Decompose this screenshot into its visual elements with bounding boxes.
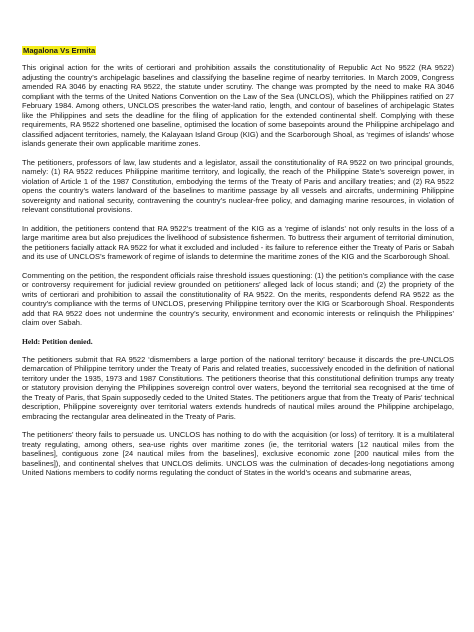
title-line [22,44,454,54]
paragraph-court-reasoning: The petitioners’ theory fails to persuade us. UNCLOS has nothing to do with the acquisition (or loss) of territory. It is a multilateral treaty regulating, among others, sea-use rights over maritime zones (ie, the territorial waters [12 nautical miles from the baselines], contiguous zone [24 nautical miles from the baselines], exclusive economic zone [200 nautical miles from the baselines]), and continental shelves that UNCLOS delimits. UNCLOS was the culmination of decades-long negotiations among United Nations members to codify norms regulating the conduct of States in the world’s oceans and submarine areas, [22,430,454,477]
paragraph-intro: This original action for the writs of certiorari and prohibition assails the constitutionality of Republic Act No 9522 (RA 9522) adjusting the country’s archipelagic baselines and classifying the baseline regime of nearby territories. In March 2009, Congress amended RA 3046 by enacting RA 9522, the statute under scrutiny. The change was prompted by the need to make RA 3046 compliant with the terms of the United Nations Convention on the Law of the Sea (UNCLOS), which the Philippines ratified on 27 February 1984. Among others, UNCLOS prescribes the water-land ratio, length, and contour of baselines of archipelagic States like the Philippines and sets the deadline for the filing of application for the extended continental shelf. Complying with these requirements, RA 9522 shortened one baseline, optimised the location of some basepoints around the Philippine archipelago and classified adjacent territories, namely, the Kalayaan Island Group (KIG) and the Scarborough Shoal, as ‘regimes of islands’ whose islands generate their own applicable maritime zones. [22,63,454,148]
held-heading: Held: Petition denied. [22,336,93,346]
paragraph-petitioners-grounds: The petitioners, professors of law, law students and a legislator, assail the constitutionality of RA 9522 on two principal grounds, namely: (1) RA 9522 reduces Philippine maritime territory, and logically, the reach of the Philippine State’s sovereign power, in violation of Article 1 of the 1987 Constitution, embodying the terms of the Treaty of Paris and ancillary treaties; and (2) RA 9522 opens the country’s waters landward of the baselines to maritime passage by all vessels and aircrafts, undermining Philippine sovereignty and national security, contravening the country’s nuclear-free policy, and damaging marine resources, in violation of relevant constitutional provisions. [22,157,454,214]
paragraph-kig-argument: In addition, the petitioners contend that RA 9522’s treatment of the KIG as a ‘regime of islands’ not only results in the loss of a large maritime area but also prejudices the livelihood of subsistence fishermen. To buttress their argument of territorial diminution, the petitioners facially attack RA 9522 for what it excluded and included - its failure to reference either the Treaty of Paris or Sabah and its use of UNCLOS’s framework of regime of islands to determine the maritime zones of the KIG and the Scarborough Shoal. [22,223,454,261]
paragraph-respondents-comment: Commenting on the petition, the respondent officials raise threshold issues questioning: (1) the petition’s compliance with the case or controversy requirement for judicial review grounded on petitioners’ alleged lack of locus standi; and (2) the propriety of the writs of certiorari and prohibition to assail the constitutionality of RA 9522. On the merits, respondents defend RA 9522 as the country’s compliance with the terms of UNCLOS, preserving Philippine territory over the KIG or Scarborough Shoal. Respondents add that RA 9522 does not undermine the country’s security, environment and economic interests or relinquish the Philippines’ claim over Sabah. [22,270,454,327]
document-page [22,44,454,485]
case-title: Magalona Vs Ermita [23,46,96,55]
paragraph-petitioners-submission: The petitioners submit that RA 9522 ‘dismembers a large portion of the national territory’ because it discards the pre-UNCLOS demarcation of Philippine territory under the Treaty of Paris and related treaties, successively encoded in the definition of national territory under the 1935, 1973 and 1987 Constitutions. The petitioners theorise that this constitutional definition trumps any treaty or statutory provision denying the Philippines sovereign control over waters, beyond the territorial sea recognised at the time of the Treaty of Paris, that Spain supposedly ceded to the United States. The petitioners argue that from the Treaty of Paris’ technical description, Philippine sovereignty over territorial waters extends hundreds of nautical miles around the Philippine archipelago, embracing the rectangular area delineated in the Treaty of Paris. [22,354,454,421]
